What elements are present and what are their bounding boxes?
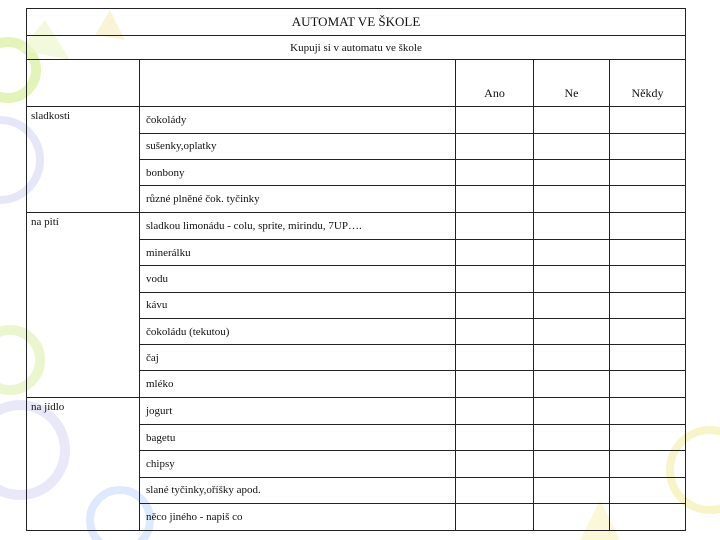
column-header-ano: Ano (456, 60, 534, 107)
answer-cell-nekdy[interactable] (610, 107, 686, 134)
category-cell (27, 133, 140, 159)
header-blank (27, 60, 140, 107)
answer-cell-nekdy[interactable] (610, 318, 686, 344)
column-header-nekdy: Někdy (610, 60, 686, 107)
answer-cell-ano[interactable] (456, 345, 534, 371)
category-cell (27, 239, 140, 265)
answer-cell-ne[interactable] (534, 345, 610, 371)
item-label: bonbony (140, 160, 456, 186)
answer-cell-ano[interactable] (456, 239, 534, 265)
table-row (27, 213, 686, 240)
table-row (27, 425, 686, 451)
answer-cell-ne[interactable] (534, 213, 610, 240)
item-label: sladkou limonádu - colu, sprite, mirindu, 7UP…. (140, 213, 456, 240)
survey-table (26, 8, 686, 531)
answer-cell-ano[interactable] (456, 451, 534, 477)
item-label: slané tyčinky,oříšky apod. (140, 477, 456, 503)
answer-cell-nekdy[interactable] (610, 398, 686, 425)
title-row (27, 9, 686, 36)
answer-cell-ano[interactable] (456, 503, 534, 530)
table-row (27, 292, 686, 318)
item-label: minerálku (140, 239, 456, 265)
answer-cell-nekdy[interactable] (610, 292, 686, 318)
item-label: kávu (140, 292, 456, 318)
category-cell (27, 503, 140, 530)
table-row (27, 477, 686, 503)
table-row (27, 133, 686, 159)
table-row (27, 318, 686, 344)
column-header-ne: Ne (534, 60, 610, 107)
answer-cell-ne[interactable] (534, 107, 610, 134)
table-row (27, 239, 686, 265)
answer-cell-nekdy[interactable] (610, 266, 686, 292)
category-label: na jídlo (27, 398, 140, 425)
table-row (27, 160, 686, 186)
answer-cell-ano[interactable] (456, 266, 534, 292)
answer-cell-ne[interactable] (534, 398, 610, 425)
item-label: mléko (140, 371, 456, 398)
category-cell (27, 186, 140, 213)
item-label: jogurt (140, 398, 456, 425)
item-label: různé plněné čok. tyčinky (140, 186, 456, 213)
answer-cell-ne[interactable] (534, 477, 610, 503)
answer-cell-nekdy[interactable] (610, 477, 686, 503)
category-cell (27, 451, 140, 477)
table-row (27, 451, 686, 477)
table-row (27, 503, 686, 530)
answer-cell-ne[interactable] (534, 239, 610, 265)
answer-cell-nekdy[interactable] (610, 160, 686, 186)
category-cell (27, 318, 140, 344)
item-label: čokoládu (tekutou) (140, 318, 456, 344)
category-cell (27, 345, 140, 371)
answer-cell-nekdy[interactable] (610, 345, 686, 371)
answer-cell-ne[interactable] (534, 133, 610, 159)
answer-cell-ne[interactable] (534, 371, 610, 398)
table-row (27, 266, 686, 292)
item-label: chipsy (140, 451, 456, 477)
category-label: na pití (27, 213, 140, 240)
item-label: něco jiného - napiš co (140, 503, 456, 530)
answer-cell-ne[interactable] (534, 503, 610, 530)
header-row (27, 60, 686, 107)
answer-cell-nekdy[interactable] (610, 451, 686, 477)
answer-cell-nekdy[interactable] (610, 425, 686, 451)
item-label: čaj (140, 345, 456, 371)
answer-cell-nekdy[interactable] (610, 239, 686, 265)
answer-cell-ano[interactable] (456, 133, 534, 159)
category-cell (27, 292, 140, 318)
answer-cell-nekdy[interactable] (610, 213, 686, 240)
answer-cell-ano[interactable] (456, 318, 534, 344)
answer-cell-ne[interactable] (534, 318, 610, 344)
answer-cell-nekdy[interactable] (610, 503, 686, 530)
answer-cell-ne[interactable] (534, 425, 610, 451)
answer-cell-nekdy[interactable] (610, 133, 686, 159)
survey-sheet (26, 8, 685, 531)
answer-cell-nekdy[interactable] (610, 186, 686, 213)
item-label: čokolády (140, 107, 456, 134)
table-row (27, 186, 686, 213)
answer-cell-ano[interactable] (456, 107, 534, 134)
answer-cell-ano[interactable] (456, 398, 534, 425)
table-row (27, 345, 686, 371)
item-label: vodu (140, 266, 456, 292)
answer-cell-ne[interactable] (534, 160, 610, 186)
answer-cell-nekdy[interactable] (610, 371, 686, 398)
category-cell (27, 477, 140, 503)
table-row (27, 398, 686, 425)
item-label: bagetu (140, 425, 456, 451)
category-cell (27, 160, 140, 186)
table-row (27, 107, 686, 134)
subtitle-row (27, 36, 686, 60)
answer-cell-ano[interactable] (456, 292, 534, 318)
answer-cell-ano[interactable] (456, 477, 534, 503)
category-label: sladkosti (27, 107, 140, 134)
page-title: AUTOMAT VE ŠKOLE (27, 9, 686, 36)
answer-cell-ano[interactable] (456, 371, 534, 398)
category-cell (27, 371, 140, 398)
category-cell (27, 266, 140, 292)
answer-cell-ne[interactable] (534, 266, 610, 292)
answer-cell-ne[interactable] (534, 292, 610, 318)
header-blank (140, 60, 456, 107)
category-cell (27, 425, 140, 451)
answer-cell-ne[interactable] (534, 451, 610, 477)
answer-cell-ano[interactable] (456, 160, 534, 186)
answer-cell-ano[interactable] (456, 425, 534, 451)
page-subtitle: Kupuji si v automatu ve škole (27, 36, 686, 60)
answer-cell-ano[interactable] (456, 213, 534, 240)
answer-cell-ne[interactable] (534, 186, 610, 213)
table-row (27, 371, 686, 398)
answer-cell-ano[interactable] (456, 186, 534, 213)
item-label: sušenky,oplatky (140, 133, 456, 159)
